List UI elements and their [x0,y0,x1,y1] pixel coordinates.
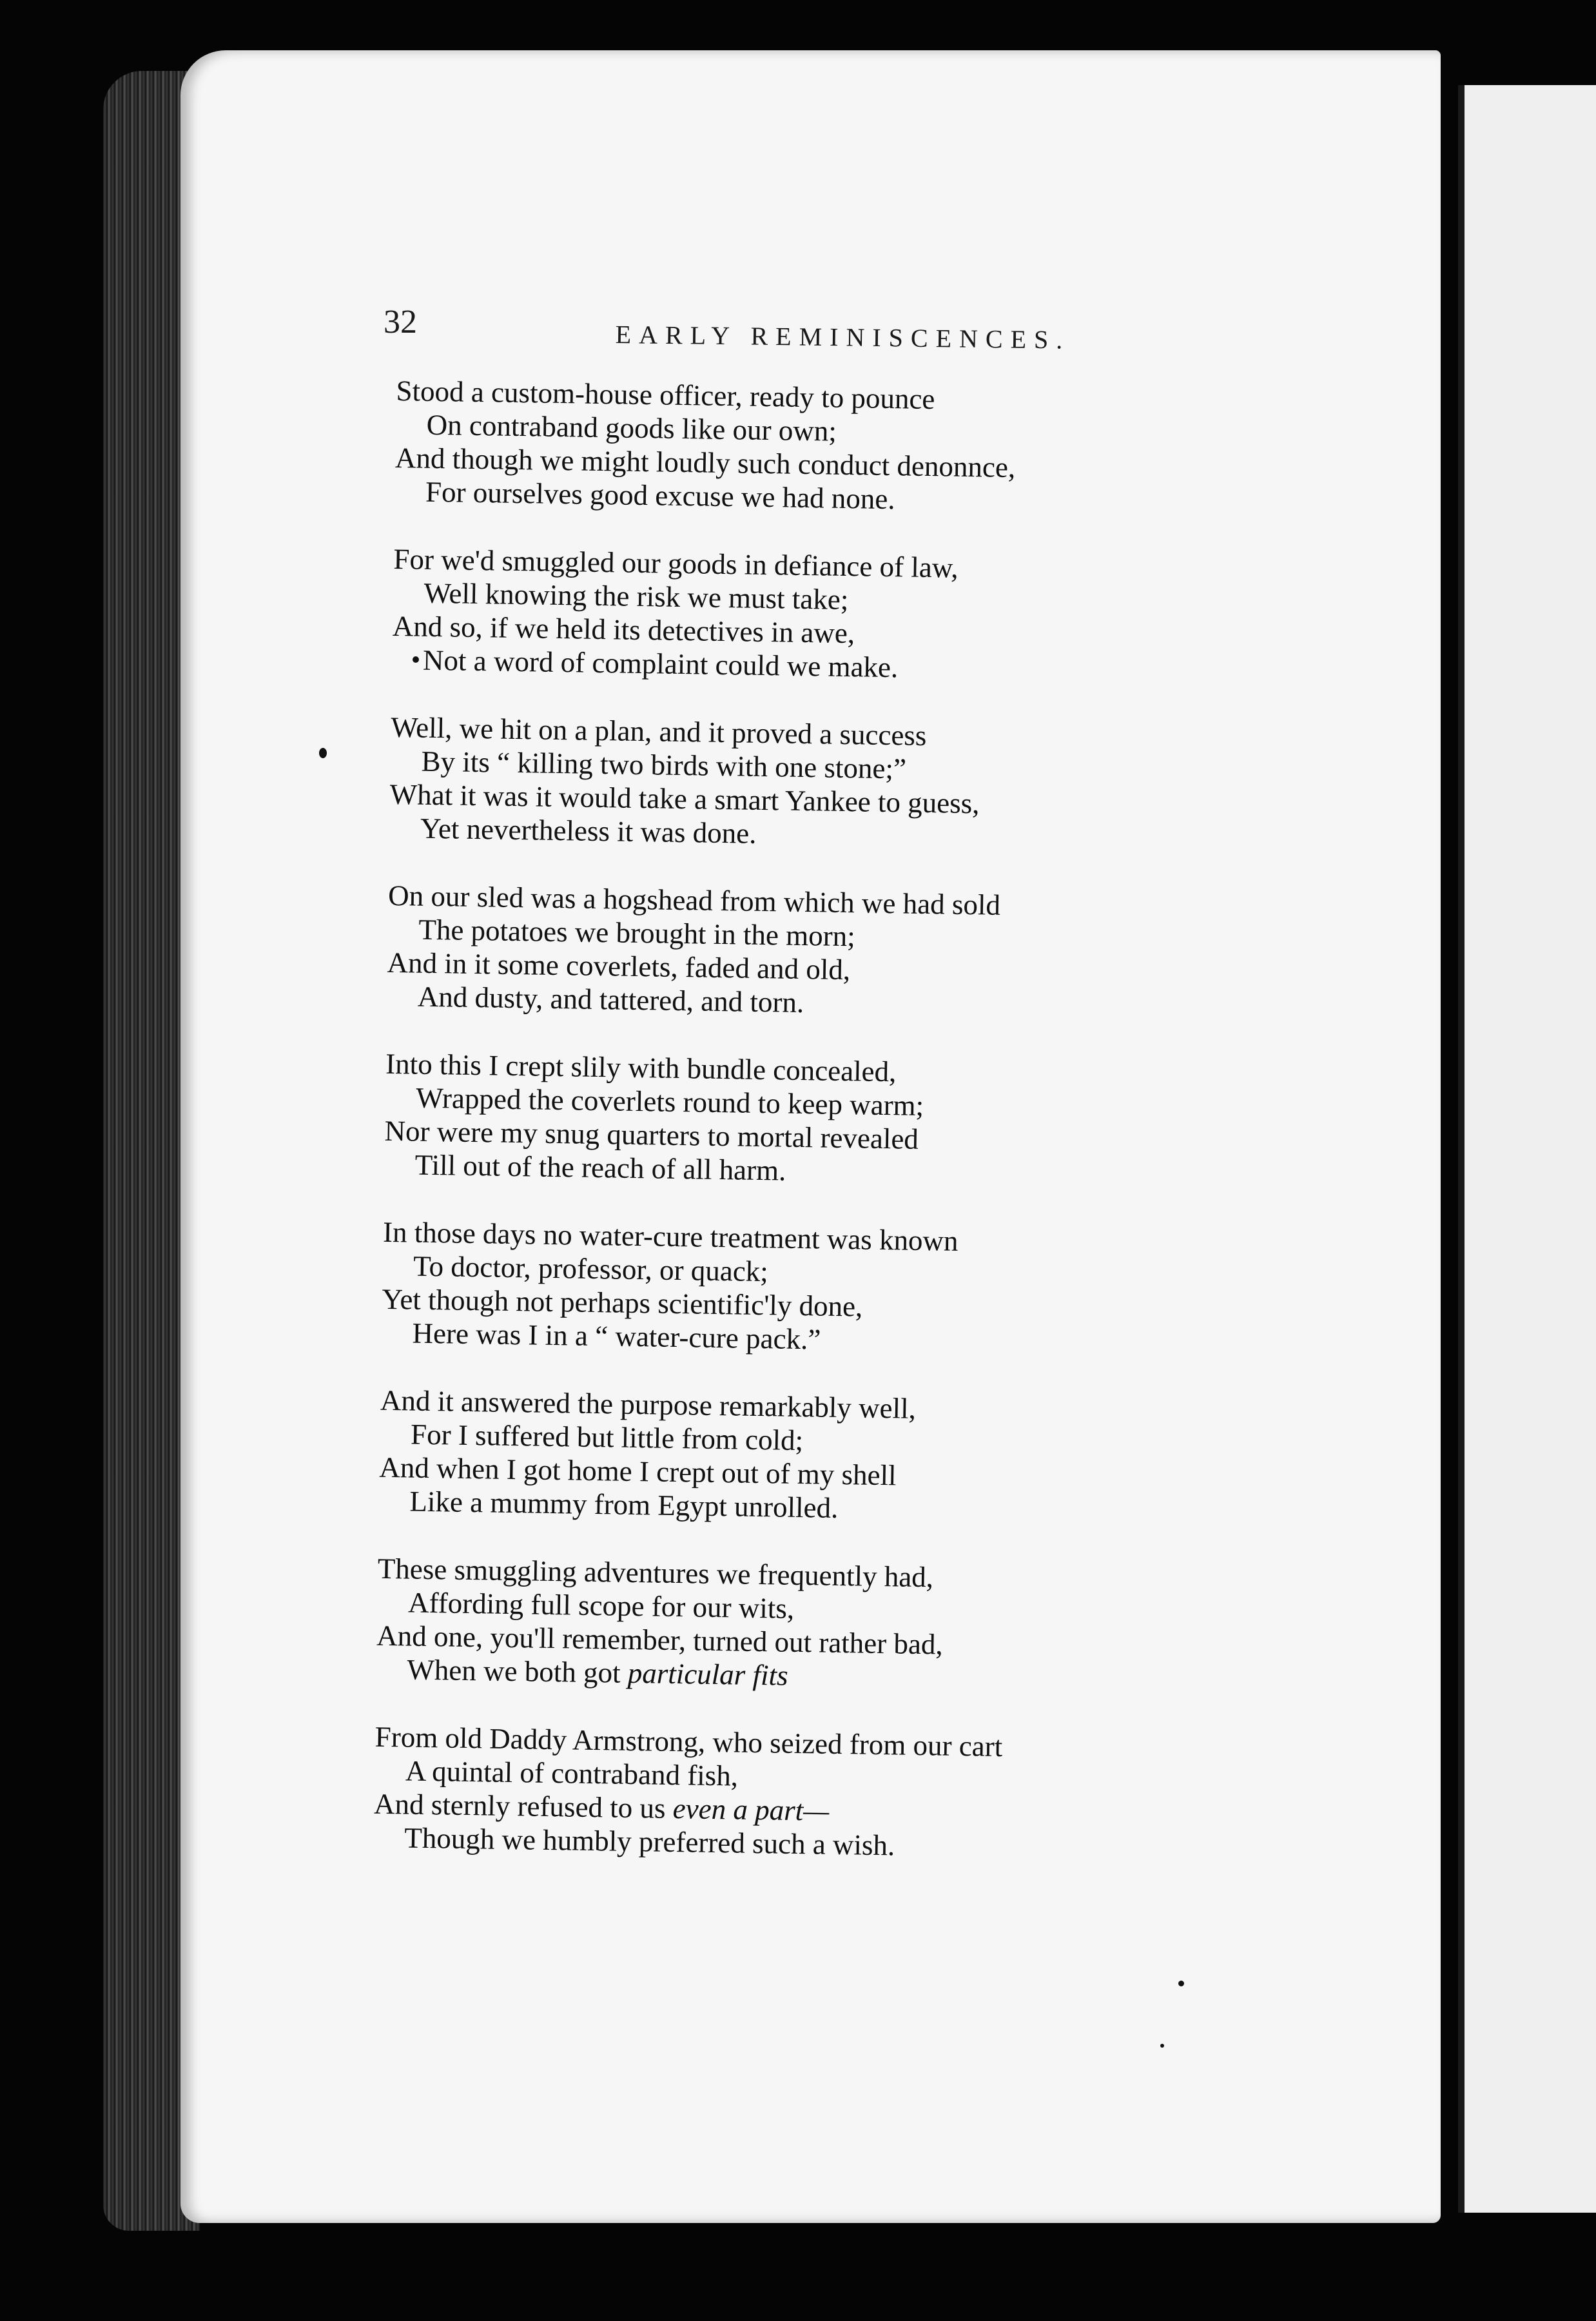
facing-page-edge [1458,85,1596,2213]
poem-line: On contraband goods like our own; [426,408,837,447]
poem-line: And though we might loudly such conduct denonnce, [394,441,1016,484]
poem-line: And it answered the purpose remarkably well, [380,1384,917,1425]
poem-line: Well, we hit on a plan, and it proved a success [390,710,927,752]
poem-line: Till out of the reach of all harm. [414,1148,786,1187]
poem-line-italic: even a part— [672,1792,830,1827]
poem-line: Nor were my snug quarters to mortal revealed [384,1114,919,1155]
poem-line-text: And sternly refused to us [373,1787,666,1825]
poem-line: To doctor, professor, or quack; [413,1249,769,1288]
ink-speck [1160,2044,1164,2048]
stanza-7 [378,1384,1231,1531]
poem-line: For we'd smuggled our goods in defiance of law, [393,542,959,584]
poem-line: These smuggling adventures we frequently had, [377,1552,934,1594]
poem-line: Affording full scope for our wits, [407,1586,795,1625]
poem-line: Into this I crept slily with bundle concealed, [385,1047,897,1088]
stanza-8 [376,1552,1229,1699]
poem-line: And in it some coverlets, faded and old, [387,946,851,986]
poem-line: Not a word of complaint could we make. [422,643,899,684]
poem-line: In those days no water-cure treatment was known [382,1215,959,1257]
poem-line: Like a mummy from Egypt unrolled. [409,1485,839,1524]
poem-line: And when I got home I crept out of my shell [378,1451,897,1492]
ink-speck [319,748,327,758]
stanza-6 [381,1215,1234,1363]
poem-line: Yet though not perhaps scientific'ly done, [382,1282,863,1323]
poem-line: And so, if we held its detectives in awe, [392,609,855,650]
stanza-5 [384,1047,1236,1195]
poem-line: Well knowing the risk we must take; [423,576,849,616]
stanza-3 [389,710,1242,858]
poem-line: Wrapped the coverlets round to keep warm; [415,1081,924,1122]
poem-line: The potatoes we brought in the morn; [418,913,856,953]
running-title: EARLY REMINISCENCES. [615,319,1071,355]
stanza-9 [373,1720,1226,1868]
poem-line: Yet nevertheless it was done. [420,812,757,850]
stanza-2 [392,542,1245,690]
poem [373,374,1247,1901]
poem-line: For ourselves good excuse we had none. [425,475,896,516]
poem-line-text: When we both got [407,1653,621,1689]
poem-line: Here was I in a “ water-cure pack.” [412,1317,821,1356]
poem-line: On our sled was a hogshead from which we had sold [387,879,1001,921]
poem-line: Though we humbly preferred such a wish. [404,1821,895,1862]
stanza-1 [394,374,1247,522]
poem-line: What it was it would take a smart Yankee to guess, [389,778,980,820]
poem-line: A quintal of contraband fish, [405,1754,739,1792]
poem-line-italic: particular fits [627,1656,788,1692]
ink-speck [1178,1981,1184,1986]
page-number: 32 [384,304,417,340]
poem-line: By its “ killing two birds with one stone;” [421,745,907,785]
poem-line: And one, you'll remember, turned out rather bad, [376,1619,944,1661]
poem-line: From old Daddy Armstrong, who seized from our cart [375,1720,1003,1763]
ink-speck [413,656,419,663]
poem-line: Stood a custom-house officer, ready to pounce [396,374,935,416]
stanza-4 [386,879,1239,1026]
poem-line: And dusty, and tattered, and torn. [417,980,804,1019]
poem-line: For I suffered but little from cold; [410,1418,804,1457]
